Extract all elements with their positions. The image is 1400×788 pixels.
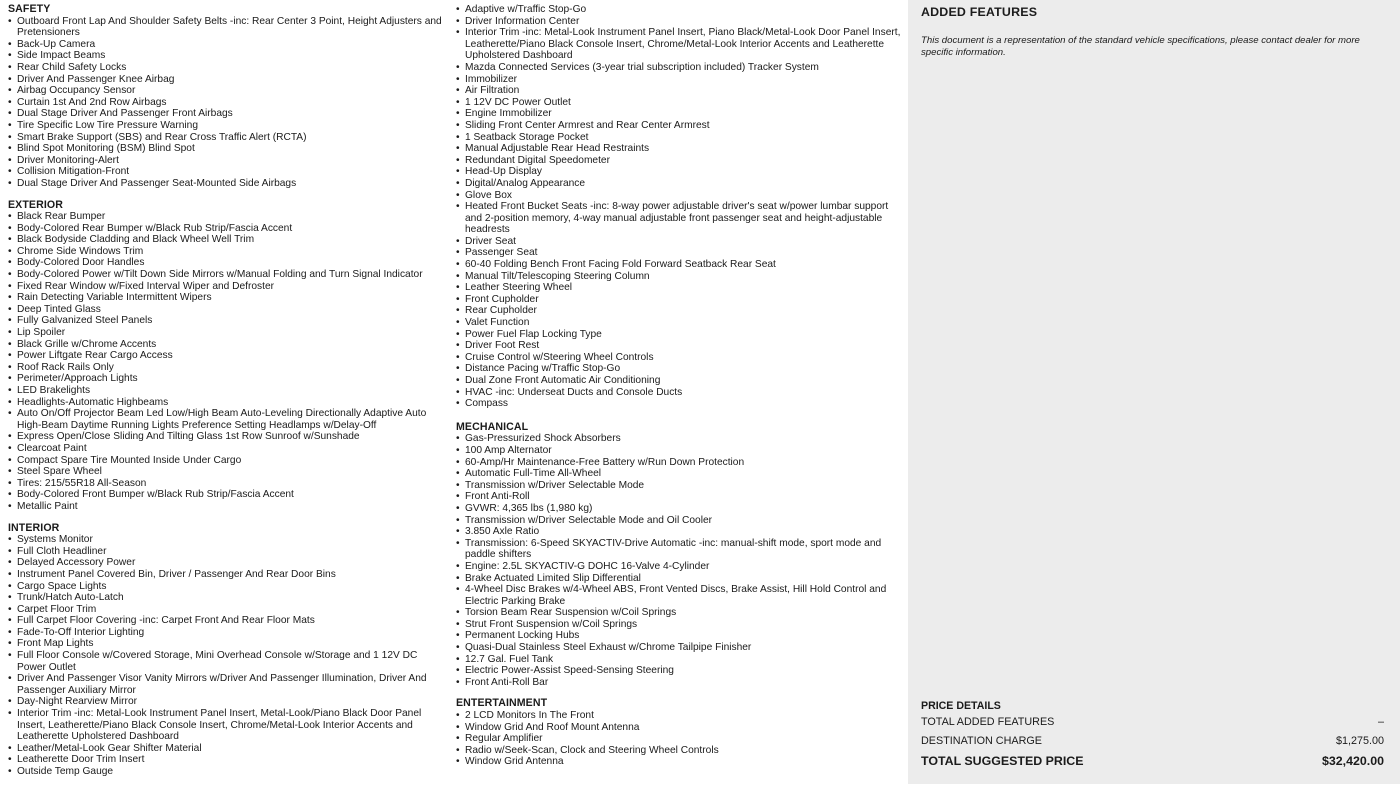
feature-item: • Systems Monitor (8, 534, 448, 546)
feature-list (8, 16, 448, 190)
disclaimer-text: This document is a representation of the standard vehicle specifications, please contact dealer for more specific information. (921, 35, 1360, 58)
feature-item: • Black Rear Bumper (8, 211, 448, 223)
price-value: – (1377, 716, 1384, 728)
feature-item: • Delayed Accessory Power (8, 557, 448, 569)
feature-item: • Headlights-Automatic Highbeams (8, 397, 448, 409)
feature-item: • Sliding Front Center Armrest and Rear Center Armrest (456, 120, 904, 132)
feature-item: • Valet Function (456, 317, 904, 329)
feature-list (456, 433, 904, 688)
right-feature-column (456, 4, 904, 778)
feature-item: • GVWR: 4,365 lbs (1,980 kg) (456, 503, 904, 515)
section-title: MECHANICAL (456, 420, 529, 433)
feature-item: • Body-Colored Power w/Tilt Down Side Mirrors w/Manual Folding and Turn Signal Indicator (8, 269, 448, 281)
feature-item: • Tires: 215/55R18 All-Season (8, 478, 448, 490)
feature-item: • Front Cupholder (456, 294, 904, 306)
feature-section (456, 4, 904, 410)
feature-item: • Instrument Panel Covered Bin, Driver / Passenger And Rear Door Bins (8, 569, 448, 581)
feature-item: • Rear Child Safety Locks (8, 62, 448, 74)
feature-item: • Front Map Lights (8, 638, 448, 650)
feature-item: • Full Carpet Floor Covering -inc: Carpet Front And Rear Floor Mats (8, 615, 448, 627)
feature-item: • Back-Up Camera (8, 39, 448, 51)
feature-item: • Driver Monitoring-Alert (8, 155, 448, 167)
feature-item: • Manual Tilt/Telescoping Steering Column (456, 271, 904, 283)
feature-item: • 60-40 Folding Bench Front Facing Fold Forward Seatback Rear Seat (456, 259, 904, 271)
price-row-added-features (921, 716, 1384, 735)
feature-item: • Black Bodyside Cladding and Black Wheel Well Trim (8, 234, 448, 246)
feature-item: • Electric Power-Assist Speed-Sensing Steering (456, 665, 904, 677)
feature-item: • Heated Front Bucket Seats -inc: 8-way power adjustable driver's seat w/power lumbar support and 2-position memory, 4-way manual adjustable front passenger seat and height-adjustable headrests (456, 201, 904, 236)
feature-item: • Transmission w/Driver Selectable Mode (456, 480, 904, 492)
feature-item: • 1 Seatback Storage Pocket (456, 132, 904, 144)
feature-section (8, 523, 448, 778)
feature-item: • Smart Brake Support (SBS) and Rear Cross Traffic Alert (RCTA) (8, 132, 448, 144)
feature-item: • Air Filtration (456, 85, 904, 97)
feature-item: • Mazda Connected Services (3-year trial subscription included) Tracker System (456, 62, 904, 74)
feature-item: • Regular Amplifier (456, 733, 904, 745)
feature-item: • Lip Spoiler (8, 327, 448, 339)
feature-item: • Window Grid Antenna (456, 756, 904, 768)
feature-item: • Fixed Rear Window w/Fixed Interval Wiper and Defroster (8, 281, 448, 293)
feature-item: • Front Anti-Roll Bar (456, 677, 904, 689)
section-title: EXTERIOR (8, 198, 63, 211)
price-label: DESTINATION CHARGE (921, 735, 1042, 747)
feature-item: • Redundant Digital Speedometer (456, 155, 904, 167)
feature-item: • Cargo Space Lights (8, 581, 448, 593)
price-details (921, 700, 1384, 774)
feature-item: • Transmission w/Driver Selectable Mode and Oil Cooler (456, 515, 904, 527)
price-row-total (921, 754, 1384, 774)
feature-item: • Quasi-Dual Stainless Steel Exhaust w/Chrome Tailpipe Finisher (456, 642, 904, 654)
added-features-panel (908, 0, 1400, 784)
feature-item: • Day-Night Rearview Mirror (8, 696, 448, 708)
feature-item: • Airbag Occupancy Sensor (8, 85, 448, 97)
price-label: TOTAL ADDED FEATURES (921, 716, 1055, 728)
feature-item: • Dual Stage Driver And Passenger Front Airbags (8, 108, 448, 120)
section-title: INTERIOR (8, 521, 60, 534)
feature-item: • Full Cloth Headliner (8, 546, 448, 558)
feature-item: • Power Liftgate Rear Cargo Access (8, 350, 448, 362)
feature-item: • Dual Stage Driver And Passenger Seat-Mounted Side Airbags (8, 178, 448, 190)
feature-item: • Driver Foot Rest (456, 340, 904, 352)
feature-list (8, 534, 448, 777)
feature-item: • Outboard Front Lap And Shoulder Safety Belts -inc: Rear Center 3 Point, Height Adjusters and Pretensioners (8, 16, 448, 39)
feature-item: • Clearcoat Paint (8, 443, 448, 455)
feature-list (8, 211, 448, 512)
total-price-label: TOTAL SUGGESTED PRICE (921, 754, 1084, 768)
feature-item: • Black Grille w/Chrome Accents (8, 339, 448, 351)
feature-item: • Immobilizer (456, 74, 904, 86)
feature-section (456, 422, 904, 689)
feature-item: • Dual Zone Front Automatic Air Conditioning (456, 375, 904, 387)
feature-item: • Deep Tinted Glass (8, 304, 448, 316)
feature-item: • Driver And Passenger Knee Airbag (8, 74, 448, 86)
feature-item: • Chrome Side Windows Trim (8, 246, 448, 258)
feature-item: • Leather/Metal-Look Gear Shifter Material (8, 743, 448, 755)
feature-item: • 2 LCD Monitors In The Front (456, 710, 904, 722)
feature-item: • Collision Mitigation-Front (8, 166, 448, 178)
feature-item: • Radio w/Seek-Scan, Clock and Steering Wheel Controls (456, 745, 904, 757)
price-details-title: PRICE DETAILS (921, 700, 1001, 712)
feature-item: • Cruise Control w/Steering Wheel Controls (456, 352, 904, 364)
feature-list (456, 4, 904, 410)
feature-item: • Auto On/Off Projector Beam Led Low/High Beam Auto-Leveling Directionally Adaptive Auto High-Beam Daytime Running Lights Preference Setting Headlamps w/Delay-Off (8, 408, 448, 431)
feature-item: • HVAC -inc: Underseat Ducts and Console Ducts (456, 387, 904, 399)
feature-item: • Fully Galvanized Steel Panels (8, 315, 448, 327)
feature-item: • Permanent Locking Hubs (456, 630, 904, 642)
feature-item: • Body-Colored Front Bumper w/Black Rub Strip/Fascia Accent (8, 489, 448, 501)
feature-item: • Brake Actuated Limited Slip Differential (456, 573, 904, 585)
feature-list (456, 710, 904, 768)
feature-item: • Head-Up Display (456, 166, 904, 178)
feature-item: • Compass (456, 398, 904, 410)
price-row-destination (921, 735, 1384, 754)
feature-item: • Leather Steering Wheel (456, 282, 904, 294)
feature-item: • Rear Cupholder (456, 305, 904, 317)
feature-item: • 4-Wheel Disc Brakes w/4-Wheel ABS, Front Vented Discs, Brake Assist, Hill Hold Control and Electric Parking Brake (456, 584, 904, 607)
feature-section (456, 698, 904, 768)
feature-item: • Rain Detecting Variable Intermittent Wipers (8, 292, 448, 304)
feature-item: • Trunk/Hatch Auto-Latch (8, 592, 448, 604)
feature-item: • 1 12V DC Power Outlet (456, 97, 904, 109)
total-price-value: $32,420.00 (1321, 754, 1384, 768)
feature-item: • Interior Trim -inc: Metal-Look Instrument Panel Insert, Piano Black/Metal-Look Door Panel Insert, Leatherette/Piano Black Console Insert, Chrome/Metal-Look Interior Accents and Leatherette Upholstered Dashboard (456, 27, 904, 62)
feature-item: • Strut Front Suspension w/Coil Springs (456, 619, 904, 631)
feature-item: • Automatic Full-Time All-Wheel (456, 468, 904, 480)
feature-item: • Engine: 2.5L SKYACTIV-G DOHC 16-Valve 4-Cylinder (456, 561, 904, 573)
section-title: ENTERTAINMENT (456, 697, 548, 710)
feature-item: • Express Open/Close Sliding And Tilting Glass 1st Row Sunroof w/Sunshade (8, 431, 448, 443)
feature-item: • Torsion Beam Rear Suspension w/Coil Springs (456, 607, 904, 619)
added-features-title: ADDED FEATURES (921, 5, 1038, 19)
feature-item: • Curtain 1st And 2nd Row Airbags (8, 97, 448, 109)
feature-item: • Glove Box (456, 190, 904, 202)
feature-item: • Leatherette Door Trim Insert (8, 754, 448, 766)
feature-item: • Roof Rack Rails Only (8, 362, 448, 374)
feature-item: • 12.7 Gal. Fuel Tank (456, 654, 904, 666)
feature-item: • Distance Pacing w/Traffic Stop-Go (456, 363, 904, 375)
feature-item: • Outside Temp Gauge (8, 766, 448, 778)
feature-item: • Driver Information Center (456, 16, 904, 28)
feature-item: • 60-Amp/Hr Maintenance-Free Battery w/Run Down Protection (456, 457, 904, 469)
feature-item: • Full Floor Console w/Covered Storage, Mini Overhead Console w/Storage and 1 12V DC Power Outlet (8, 650, 448, 673)
feature-item: • Driver And Passenger Visor Vanity Mirrors w/Driver And Passenger Illumination, Driver And Passenger Auxiliary Mirror (8, 673, 448, 696)
feature-item: • Body-Colored Rear Bumper w/Black Rub Strip/Fascia Accent (8, 223, 448, 235)
feature-item: • Passenger Seat (456, 247, 904, 259)
feature-item: • Side Impact Beams (8, 50, 448, 62)
feature-item: • Transmission: 6-Speed SKYACTIV-Drive Automatic -inc: manual-shift mode, sport mode and paddle shifters (456, 538, 904, 561)
feature-item: • 100 Amp Alternator (456, 445, 904, 457)
feature-item: • Engine Immobilizer (456, 108, 904, 120)
feature-item: • Front Anti-Roll (456, 491, 904, 503)
feature-item: • Adaptive w/Traffic Stop-Go (456, 4, 904, 16)
feature-section (8, 4, 448, 190)
feature-item: • Driver Seat (456, 236, 904, 248)
feature-item: • 3.850 Axle Ratio (456, 526, 904, 538)
left-feature-column (8, 4, 448, 788)
feature-item: • Gas-Pressurized Shock Absorbers (456, 433, 904, 445)
feature-item: • LED Brakelights (8, 385, 448, 397)
feature-item: • Manual Adjustable Rear Head Restraints (456, 143, 904, 155)
feature-item: • Body-Colored Door Handles (8, 257, 448, 269)
section-title: SAFETY (8, 3, 51, 15)
feature-item: • Carpet Floor Trim (8, 604, 448, 616)
feature-item: • Power Fuel Flap Locking Type (456, 329, 904, 341)
feature-item: • Perimeter/Approach Lights (8, 373, 448, 385)
feature-item: • Interior Trim -inc: Metal-Look Instrument Panel Insert, Metal-Look/Piano Black Door Panel Insert, Leatherette/Piano Black Console Insert, Chrome/Metal-Look Interior Accents and Leatherette Upholstered Dashboard (8, 708, 448, 743)
feature-item: • Window Grid And Roof Mount Antenna (456, 722, 904, 734)
feature-item: • Metallic Paint (8, 501, 448, 513)
feature-item: • Tire Specific Low Tire Pressure Warning (8, 120, 448, 132)
feature-item: • Steel Spare Wheel (8, 466, 448, 478)
feature-item: • Compact Spare Tire Mounted Inside Under Cargo (8, 455, 448, 467)
feature-item: • Digital/Analog Appearance (456, 178, 904, 190)
price-value: $1,275.00 (1335, 735, 1384, 747)
feature-item: • Blind Spot Monitoring (BSM) Blind Spot (8, 143, 448, 155)
feature-section (8, 200, 448, 513)
feature-item: • Fade-To-Off Interior Lighting (8, 627, 448, 639)
